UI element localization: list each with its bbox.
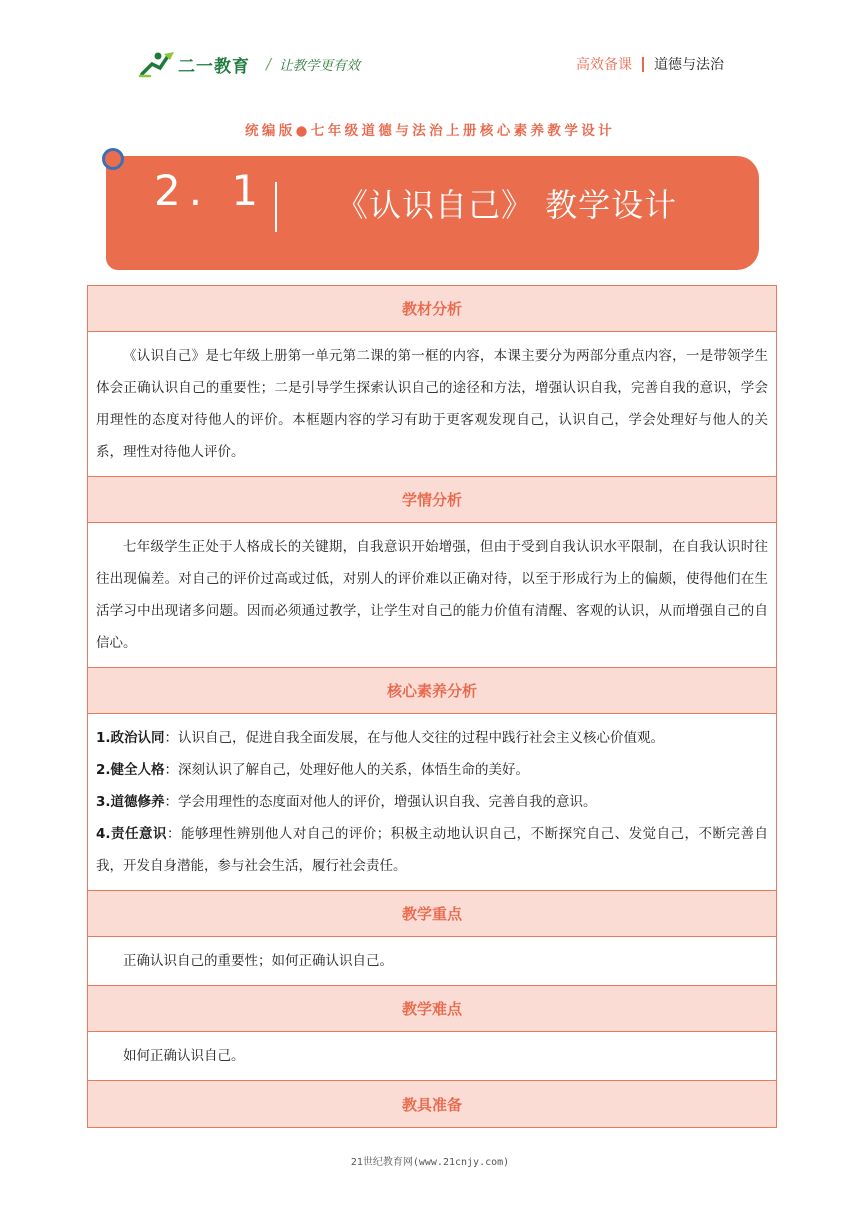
banner-dot-icon — [102, 148, 124, 170]
lesson-title: 《认识自己》 教学设计 — [336, 186, 678, 224]
literacy-item-text: ：认识自己，促进自我全面发展，在与他人交往的过程中践行社会主义核心价值观。 — [164, 730, 665, 746]
course-label: 高效备课 — [576, 57, 632, 73]
difficulties-text: 如何正确认识自己。 — [123, 1048, 245, 1064]
subject-label: 道德与法治 — [654, 57, 724, 73]
brand-name: 二一教育 — [178, 56, 250, 77]
literacy-item-label: 3.道德修养 — [96, 794, 165, 810]
header-course-info — [576, 54, 724, 74]
literacy-item — [96, 754, 768, 786]
section-heading-materials: 教具准备 — [88, 1081, 776, 1127]
literacy-item-text: ：能够理性辨别他人对自己的评价；积极主动地认识自己，不断探究自己、发觉自己，不断完善自我，开发自身潜能，参与社会生活，履行社会责任。 — [96, 826, 768, 874]
section-body-key-points — [88, 937, 776, 986]
brand-separator: / — [266, 55, 272, 73]
literacy-item-text: ：深刻认识了解自己，处理好他人的关系，体悟生命的美好。 — [164, 762, 530, 778]
section-body-difficulties — [88, 1032, 776, 1081]
banner-divider — [275, 182, 277, 232]
lesson-design-table — [87, 285, 777, 1128]
section-heading-difficulties: 教学难点 — [88, 986, 776, 1032]
lesson-number: 2. 1 — [154, 166, 267, 215]
header-divider — [642, 57, 644, 72]
literacy-item — [96, 722, 768, 754]
literacy-item-label: 1.政治认同 — [96, 730, 165, 746]
brand-logo — [138, 50, 360, 78]
page-footer: 21世纪教育网(www.21cnjy.com) — [350, 1157, 510, 1168]
series-title: 统编版●七年级道德与法治上册核心素养教学设计 — [244, 123, 616, 139]
key-points-text: 正确认识自己的重要性；如何正确认识自己。 — [123, 953, 393, 969]
section-body-literacy — [88, 714, 776, 891]
section-heading-key-points: 教学重点 — [88, 891, 776, 937]
literacy-item — [96, 786, 768, 818]
literacy-item-label: 2.健全人格 — [96, 762, 165, 778]
section-heading-textbook: 教材分析 — [88, 286, 776, 332]
section-heading-students: 学情分析 — [88, 477, 776, 523]
literacy-item-text: ：学会用理性的态度面对他人的评价，增强认识自我、完善自我的意识。 — [164, 794, 597, 810]
section-body-students: 七年级学生正处于人格成长的关键期，自我意识开始增强，但由于受到自我认识水平限制，在自我认识时往往出现偏差。对自己的评价过高或过低，对别人的评价难以正确对待，以至于形成行为上的偏颇，使得他们在生活学习中出现诸多问题。因而必须通过教学，让学生对自己的能力价值有清醒、客观的认识，从而增强自己的自信心。 — [88, 523, 776, 668]
literacy-item — [96, 818, 768, 882]
brand-slogan: 让教学更有效 — [279, 58, 361, 74]
literacy-item-label: 4.责任意识 — [96, 826, 167, 842]
section-heading-literacy: 核心素养分析 — [88, 668, 776, 714]
section-body-textbook: 《认识自己》是七年级上册第一单元第二课的第一框的内容，本课主要分为两部分重点内容，一是带领学生体会正确认识自己的重要性；二是引导学生探索认识自己的途径和方法，增强认识自我，完善自我的意识，学会用理性的态度对待他人的评价。本框题内容的学习有助于更客观发现自己，认识自己，学会处理好与他人的关系，理性对待他人评价。 — [88, 332, 776, 477]
runner-logo-icon — [138, 50, 176, 78]
